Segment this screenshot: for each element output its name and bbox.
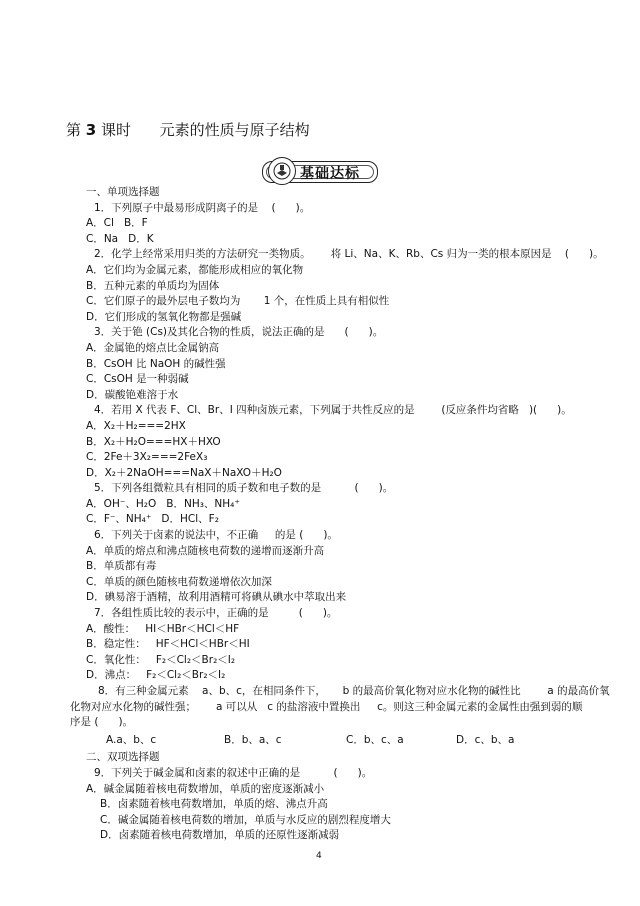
text-line: B．稳定性： HF＜HCl＜HBr＜HI [86, 638, 250, 651]
text-line: D．沸点： F₂＜Cl₂＜Br₂＜I₂ [86, 669, 226, 682]
text-line: A．OH⁻、H₂O B．NH₃、NH₄⁺ [86, 497, 240, 510]
text-line: C．Na D．K [86, 232, 154, 245]
q8-option: D．c、b、a [456, 733, 515, 746]
text-line: C．碱金属随着核电荷数的增加，单质与水反应的剧烈程度增大 [100, 813, 391, 826]
text-line: 3．关于铯 (Cs)及其化合物的性质，说法正确的是 ( )。 [94, 326, 384, 339]
book-emblem-icon [268, 157, 296, 185]
q8-option: A.a、b、c [106, 733, 157, 746]
text-line: C．氧化性： F₂＜Cl₂＜Br₂＜I₂ [86, 653, 236, 666]
text-line: D．碘易溶于酒精，故利用酒精可将碘从碘水中萃取出来 [86, 591, 347, 604]
text-line: A．金属铯的熔点比金属钠高 [86, 341, 220, 354]
q8-option: C．b、c、a [346, 733, 404, 746]
question-content [70, 185, 610, 844]
section-badge [262, 157, 378, 185]
text-line: C．2Fe＋3X₂===2FeX₃ [86, 451, 208, 464]
text-line: B．X₂＋H₂O===HX＋HXO [86, 435, 221, 448]
text-line: 7．各组性质比较的表示中，正确的是 ( )。 [94, 607, 338, 620]
text-line: B．CsOH 比 NaOH 的碱性强 [86, 357, 226, 370]
text-line: 一、单项选择题 [86, 186, 160, 198]
text-line: D．X₂＋2NaOH===NaX＋NaXO＋H₂O [86, 466, 282, 479]
text-line: B．五种元素的单质均为固体 [86, 279, 220, 292]
q8-line: 化物对应水化物的碱性强； a 可以从 c 的盐溶液中置换出 c。则这三种金属元素的金属性由强到弱的顺 [70, 700, 583, 713]
text-line: 4．若用 X 代表 F、Cl、Br、I 四种卤族元素，下列属于共性反应的是 (反应条件均省略 )( )。 [94, 404, 572, 417]
text-line: D．碳酸铯难溶于水 [86, 388, 179, 401]
text-line: 二、双项选择题 [86, 751, 160, 764]
text-line: A．单质的熔点和沸点随核电荷数的递增而逐渐升高 [86, 544, 325, 557]
q8-line: 序是 ( )。 [70, 716, 134, 729]
text-line: 9．下列关于碱金属和卤素的叙述中正确的是 ( )。 [94, 766, 373, 779]
text-line: A．碱金属随着核电荷数增加，单质的密度逐渐减小 [86, 782, 325, 795]
text-line: A．它们均为金属元素，都能形成相应的氧化物 [86, 263, 304, 276]
page-title: 第 3 课时 元素的性质与原子结构 [66, 121, 310, 139]
page-number: 4 [316, 851, 322, 861]
q8-line: 8．有三种金属元素 a、b、c，在相同条件下， b 的最高价氧化物对应水化物的碱性比 a 的最高价氧 [98, 685, 610, 697]
text-line: B．单质都有毒 [86, 560, 157, 573]
text-line: A．X₂＋H₂===2HX [86, 419, 186, 432]
text-line: 6．下列关于卤素的说法中，不正确 的是 ( )。 [94, 529, 338, 542]
text-line: D．卤素随着核电荷数增加，单质的还原性逐渐减弱 [100, 829, 340, 842]
badge-label: 基础达标 [300, 166, 360, 182]
q8-option: B．b、a、c [224, 733, 282, 746]
q8-options [86, 733, 586, 749]
text-line: 2．化学上经常采用归类的方法研究一类物质。 将 Li、Na、K、Rb、Cs 归为一类的根本原因是 ( )。 [94, 248, 604, 261]
text-line: C．CsOH 是一种弱碱 [86, 373, 189, 386]
text-line: A．酸性： HI＜HBr＜HCl＜HF [86, 622, 240, 635]
text-line: C．F⁻、NH₄⁺ D．HCl、F₂ [86, 513, 219, 526]
text-line: D．它们形成的氢氧化物都是强碱 [86, 310, 242, 323]
text-line: 5．下列各组微粒具有相同的质子数和电子数的是 ( )。 [94, 482, 394, 495]
text-line: C．它们原子的最外层电子数均为 1 个，在性质上具有相似性 [86, 295, 390, 308]
text-line: B．卤素随着核电荷数增加，单质的熔、沸点升高 [100, 798, 328, 811]
text-line: A．Cl B．F [86, 217, 148, 230]
text-line: C．单质的颜色随核电荷数递增依次加深 [86, 575, 272, 588]
text-line: 1．下列原子中最易形成阴离子的是 ( )。 [94, 201, 311, 214]
